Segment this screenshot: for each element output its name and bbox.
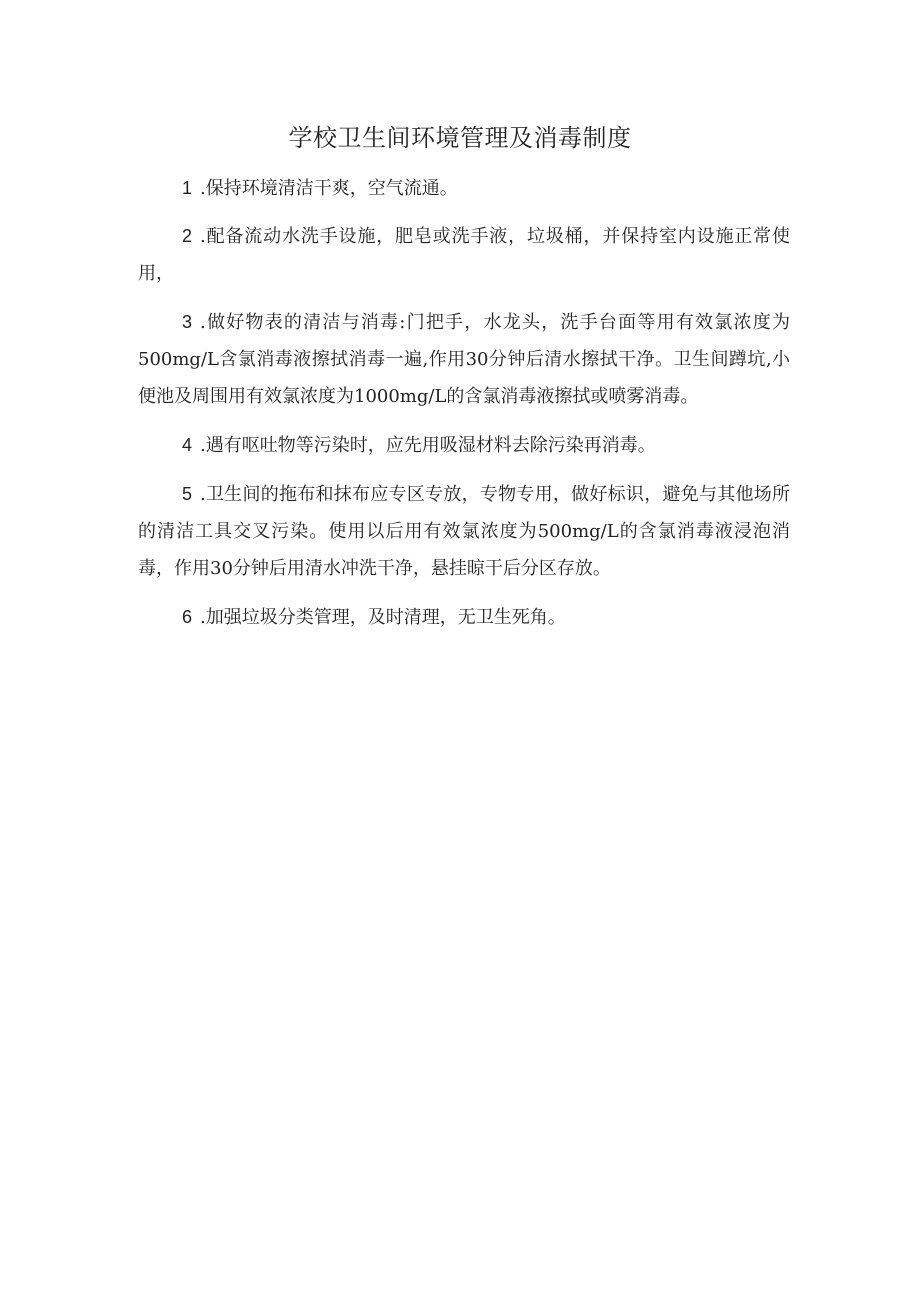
item-text: .配备流动水洗手设施，肥皂或洗手液，垃圾桶，并保持室内设施正常使用，	[138, 226, 790, 284]
list-item-2	[138, 218, 790, 292]
list-item-6	[138, 599, 790, 636]
item-number: 3	[182, 312, 193, 332]
list-item-5	[138, 476, 790, 587]
item-text: .遇有呕吐物等污染时，应先用吸湿材料去除污染再消毒。	[200, 435, 656, 456]
item-number: 1	[182, 178, 193, 198]
item-number: 5	[182, 484, 193, 504]
item-number: 2	[182, 226, 193, 246]
document-title: 学校卫生间环境管理及消毒制度	[288, 124, 632, 152]
document-body	[138, 170, 790, 648]
item-text: .做好物表的清洁与消毒:门把手，水龙头，洗手台面等用有效氯浓度为500mg∕L含氯消毒液擦拭消毒一遍,作用30分钟后清水擦拭干净。卫生间蹲坑,小便池及周围用有效氯浓度为1000mg∕L的含氯消毒液擦拭或喷雾消毒。	[138, 312, 790, 407]
item-text: .卫生间的拖布和抹布应专区专放，专物专用，做好标识，避免与其他场所的清洁工具交叉污染。使用以后用有效氯浓度为500mg∕L的含氯消毒液浸泡消毒，作用30分钟后用清水冲洗干净，悬挂晾干后分区存放。	[138, 484, 790, 579]
list-item-1	[138, 170, 790, 207]
item-number: 6	[182, 607, 193, 627]
item-text: .保持环境清洁干爽，空气流通。	[200, 178, 458, 199]
item-number: 4	[182, 435, 193, 455]
item-text: .加强垃圾分类管理，及时清理，无卫生死角。	[200, 607, 566, 628]
list-item-4	[138, 427, 790, 464]
list-item-3	[138, 304, 790, 415]
